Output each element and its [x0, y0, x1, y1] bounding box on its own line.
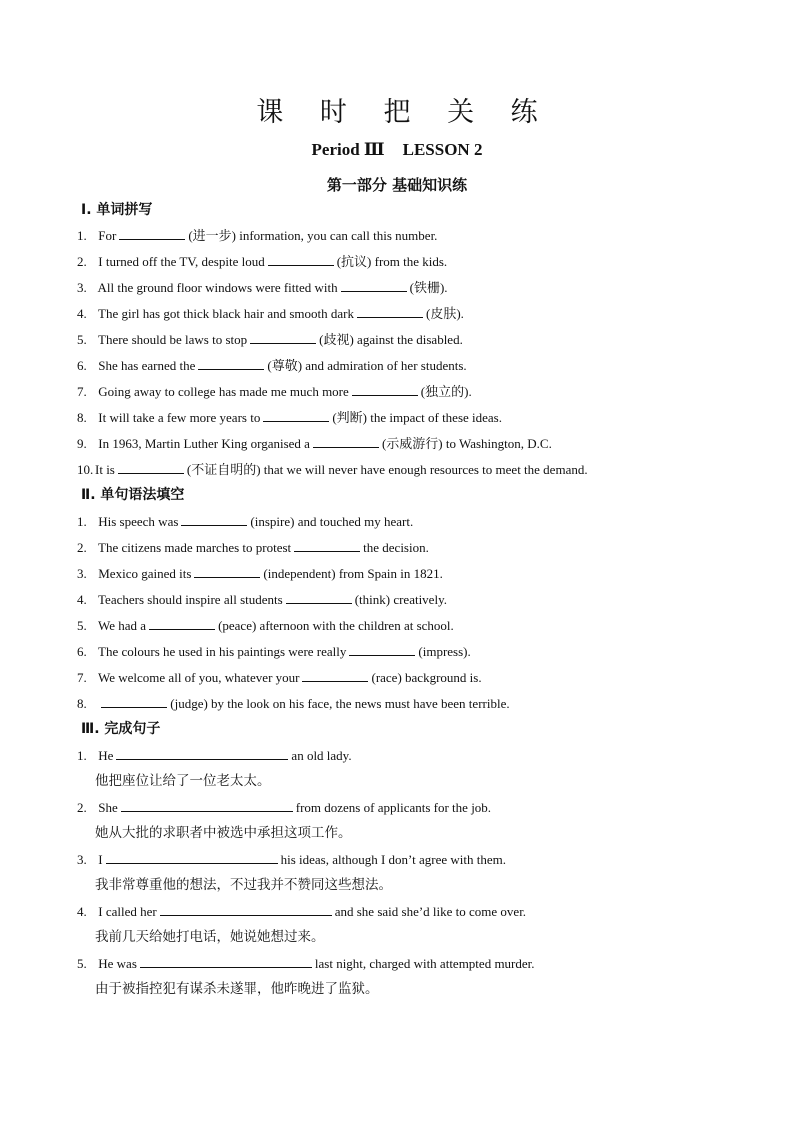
answer-blank[interactable] — [106, 850, 278, 864]
exercise-line: 10. It is (不证自明的) that we will never have enough resources to meet the demand. — [77, 462, 588, 477]
exercise-line: 3. All the ground floor windows were fitted with (铁栅). — [77, 280, 448, 295]
answer-blank[interactable] — [357, 304, 423, 318]
lesson-label: LESSON 2 — [402, 140, 483, 159]
chinese-translation: 由于被指控犯有谋杀未遂罪，他昨晚进了监狱。 — [95, 981, 379, 997]
exercise-line: 7. Going away to college has made me much more (独立的). — [77, 384, 472, 399]
answer-blank[interactable] — [198, 356, 264, 370]
answer-blank[interactable] — [341, 278, 407, 292]
exercise-line: 1. His speech was (inspire) and touched my heart. — [77, 514, 414, 529]
answer-blank[interactable] — [181, 512, 247, 526]
answer-blank[interactable] — [149, 616, 215, 630]
answer-blank[interactable] — [160, 902, 332, 916]
answer-blank[interactable] — [119, 226, 185, 240]
answer-blank[interactable] — [302, 668, 368, 682]
exercise-line: 3. Mexico gained its (independent) from Spain in 1821. — [77, 566, 443, 581]
exercise-line: 7. We welcome all of you, whatever your (race) background is. — [77, 670, 482, 685]
answer-blank[interactable] — [194, 564, 260, 578]
exercise-line: 2. I turned off the TV, despite loud (抗议) from the kids. — [77, 254, 448, 269]
exercise-line: 8. It will take a few more years to (判断) the impact of these ideas. — [77, 410, 502, 425]
section-heading-3: Ⅲ. 完成句子 — [81, 721, 161, 737]
exercise-line: 1. He an old lady. — [77, 748, 352, 763]
answer-blank[interactable] — [352, 382, 418, 396]
period-label: Period Ⅲ — [311, 140, 385, 159]
chinese-translation: 我非常尊重他的想法，不过我并不赞同这些想法。 — [95, 877, 392, 893]
exercise-line: 6. The colours he used in his paintings were really (impress). — [77, 644, 471, 659]
exercise-line: 1. For (进一步) information, you can call this number. — [77, 228, 438, 243]
answer-blank[interactable] — [250, 330, 316, 344]
answer-blank[interactable] — [268, 252, 334, 266]
answer-blank[interactable] — [286, 590, 352, 604]
exercise-line: 5. There should be laws to stop (歧视) against the disabled. — [77, 332, 463, 347]
chinese-translation: 她从大批的求职者中被选中承担这项工作。 — [95, 825, 352, 841]
exercise-line: 4. Teachers should inspire all students (think) creatively. — [77, 592, 447, 607]
exercise-line: 8. (judge) by the look on his face, the news must have been terrible. — [77, 696, 510, 711]
exercise-line: 3. I his ideas, although I don’t agree with them. — [77, 852, 506, 867]
answer-blank[interactable] — [313, 434, 379, 448]
exercise-line: 2. She from dozens of applicants for the job. — [77, 800, 492, 815]
section-heading-2: Ⅱ. 单句语法填空 — [81, 487, 185, 503]
exercise-line: 5. We had a (peace) afternoon with the children at school. — [77, 618, 454, 633]
part-heading: 第一部分 基础知识练 — [326, 176, 468, 194]
chinese-translation: 他把座位让给了一位老太太。 — [95, 773, 271, 789]
page-title: 课 时 把 关 练 — [256, 97, 552, 128]
answer-blank[interactable] — [140, 954, 312, 968]
section-heading-1: Ⅰ. 单词拼写 — [81, 202, 153, 218]
exercise-line: 2. The citizens made marches to protest the decision. — [77, 540, 429, 555]
answer-blank[interactable] — [101, 694, 167, 708]
answer-blank[interactable] — [349, 642, 415, 656]
exercise-line: 4. The girl has got thick black hair and smooth dark (皮肤). — [77, 306, 464, 321]
page-subtitle — [0, 140, 794, 160]
chinese-translation: 我前几天给她打电话，她说她想过来。 — [95, 929, 325, 945]
answer-blank[interactable] — [116, 746, 288, 760]
answer-blank[interactable] — [118, 460, 184, 474]
exercise-line: 4. I called her and she said she’d like to come over. — [77, 904, 527, 919]
exercise-line: 9. In 1963, Martin Luther King organised a (示威游行) to Washington, D.C. — [77, 436, 552, 451]
answer-blank[interactable] — [263, 408, 329, 422]
answer-blank[interactable] — [294, 538, 360, 552]
answer-blank[interactable] — [121, 798, 293, 812]
exercise-line: 6. She has earned the (尊敬) and admiration of her students. — [77, 358, 467, 373]
exercise-line: 5. He was last night, charged with attempted murder. — [77, 956, 535, 971]
